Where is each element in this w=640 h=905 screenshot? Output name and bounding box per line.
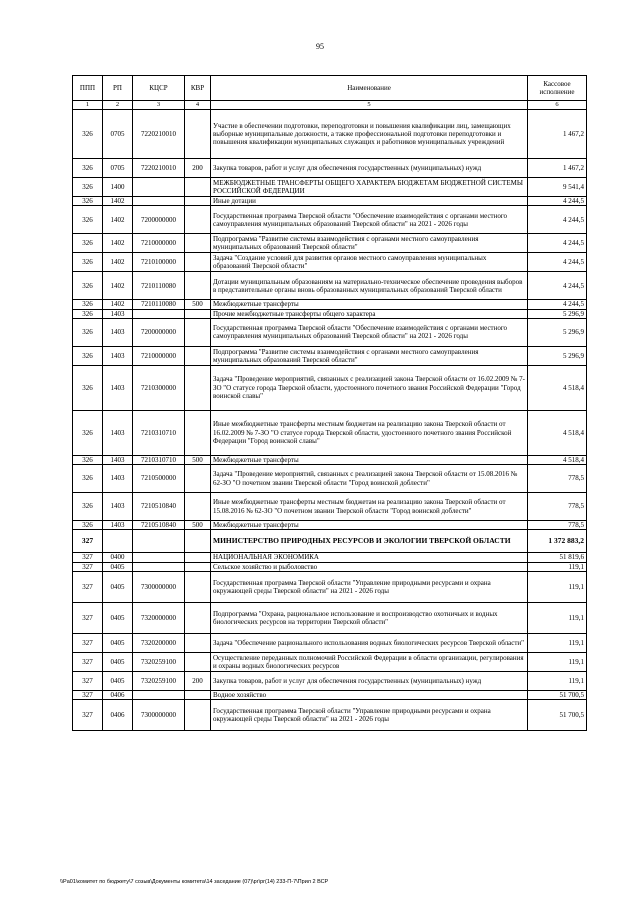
cell-name: Государственная программа Тверской области "Управление природными ресурсами и охрана окружающей среды Тверской области" на 2021 - 2026 годы xyxy=(211,571,528,602)
cell-cash-execution: 4 518,4 xyxy=(528,410,587,455)
cell-kcsr: 7210000000 xyxy=(133,346,185,365)
table-row xyxy=(73,530,587,553)
cell-kcsr xyxy=(133,309,185,318)
cell-cash-execution: 1 467,2 xyxy=(528,159,587,178)
cell-cash-execution: 778,5 xyxy=(528,493,587,521)
table-row xyxy=(73,253,587,272)
header-ppp: ППП xyxy=(73,76,103,101)
cell-kcsr: 7320000000 xyxy=(133,602,185,633)
cell-kvr xyxy=(185,410,211,455)
table-row xyxy=(73,234,587,253)
cell-kcsr: 7210110080 xyxy=(133,300,185,309)
cell-rp: 1403 xyxy=(103,455,133,464)
cell-kcsr: 7200000000 xyxy=(133,206,185,234)
table-row xyxy=(73,700,587,731)
table-row xyxy=(73,633,587,652)
cell-ppp: 326 xyxy=(73,455,103,464)
cell-rp: 1400 xyxy=(103,178,133,197)
cell-rp: 1402 xyxy=(103,234,133,253)
table-row xyxy=(73,562,587,571)
table-row xyxy=(73,197,587,206)
cell-ppp: 326 xyxy=(73,309,103,318)
cell-kvr xyxy=(185,530,211,553)
cell-kcsr xyxy=(133,197,185,206)
cell-rp: 0405 xyxy=(103,671,133,690)
footer-file-path: \\Pa01\комитет по бюджету\7 созыв\Документы комитета\14 заседание (07)\pr\pr(14) 233-П-7\Прил 2 ВСР xyxy=(60,879,329,885)
cell-cash-execution: 5 296,9 xyxy=(528,309,587,318)
cell-ppp: 326 xyxy=(73,197,103,206)
cell-rp: 0400 xyxy=(103,553,133,562)
table-row xyxy=(73,178,587,197)
cell-kcsr: 7210000000 xyxy=(133,234,185,253)
cell-rp: 1403 xyxy=(103,465,133,493)
cell-ppp: 326 xyxy=(73,346,103,365)
cell-name: Иные межбюджетные трансферты местным бюджетам на реализацию закона Тверской области от 15.08.2016 № 62-ЗО "О почетном звании Тверской области "Город воинской доблести" xyxy=(211,493,528,521)
cell-kcsr: 7320259100 xyxy=(133,671,185,690)
cell-cash-execution: 1 467,2 xyxy=(528,110,587,159)
cell-rp: 1402 xyxy=(103,272,133,300)
cell-cash-execution: 119,1 xyxy=(528,633,587,652)
cell-cash-execution: 4 518,4 xyxy=(528,455,587,464)
cell-ppp: 326 xyxy=(73,110,103,159)
cell-kcsr xyxy=(133,562,185,571)
table-row xyxy=(73,553,587,562)
cell-rp: 1403 xyxy=(103,318,133,346)
cell-ppp: 326 xyxy=(73,365,103,410)
cell-kcsr: 7210510840 xyxy=(133,521,185,530)
cell-ppp: 326 xyxy=(73,300,103,309)
cell-cash-execution: 119,1 xyxy=(528,562,587,571)
cell-name: Сельское хозяйство и рыболовство xyxy=(211,562,528,571)
cell-kvr: 500 xyxy=(185,455,211,464)
cell-rp: 1403 xyxy=(103,309,133,318)
cell-name: Подпрограмма "Развитие системы взаимодействия с органами местного самоуправления муниципальных образований Тверской области" xyxy=(211,346,528,365)
cell-name: МЕЖБЮДЖЕТНЫЕ ТРАНСФЕРТЫ ОБЩЕГО ХАРАКТЕРА БЮДЖЕТАМ БЮДЖЕТНОЙ СИСТЕМЫ РОССИЙСКОЙ ФЕДЕРАЦИИ xyxy=(211,178,528,197)
table-row xyxy=(73,309,587,318)
cell-name: Государственная программа Тверской области "Управление природными ресурсами и охрана окружающей среды Тверской области" на 2021 - 2026 годы xyxy=(211,700,528,731)
cell-ppp: 326 xyxy=(73,234,103,253)
cell-rp: 1402 xyxy=(103,253,133,272)
cell-name: Межбюджетные трансферты xyxy=(211,521,528,530)
cell-ppp: 327 xyxy=(73,530,103,553)
cell-name: Дотации муниципальным образованиям на материально-техническое обеспечение проведения выборов в представительные органы вновь образованных муниципальных образований Тверской области xyxy=(211,272,528,300)
cell-rp: 1403 xyxy=(103,410,133,455)
cell-name: Иные межбюджетные трансферты местным бюджетам на реализацию закона Тверской области от 16.02.2009 № 7-ЗО "О статусе города Тверской области, удостоенного почетного звания Российской Федерации "Город воинской славы" xyxy=(211,410,528,455)
cell-cash-execution: 119,1 xyxy=(528,652,587,671)
cell-cash-execution: 4 244,5 xyxy=(528,272,587,300)
cell-ppp: 327 xyxy=(73,602,103,633)
cell-kcsr: 7210100000 xyxy=(133,253,185,272)
cell-kvr: 200 xyxy=(185,159,211,178)
cell-kvr xyxy=(185,346,211,365)
cell-ppp: 327 xyxy=(73,690,103,699)
cell-rp: 0405 xyxy=(103,602,133,633)
cell-cash-execution: 5 296,9 xyxy=(528,346,587,365)
cell-name: Межбюджетные трансферты xyxy=(211,455,528,464)
cell-kvr xyxy=(185,253,211,272)
table-row xyxy=(73,410,587,455)
table-row xyxy=(73,455,587,464)
cell-rp: 0405 xyxy=(103,633,133,652)
column-index: 6 xyxy=(528,101,587,110)
cell-rp: 0406 xyxy=(103,700,133,731)
table-row xyxy=(73,465,587,493)
table-row xyxy=(73,571,587,602)
table-row xyxy=(73,318,587,346)
table-header xyxy=(73,76,587,110)
cell-ppp: 327 xyxy=(73,633,103,652)
cell-kcsr: 7210310710 xyxy=(133,410,185,455)
cell-kvr xyxy=(185,365,211,410)
cell-kcsr xyxy=(133,178,185,197)
column-index: 5 xyxy=(211,101,528,110)
cell-kvr xyxy=(185,178,211,197)
cell-cash-execution: 4 244,5 xyxy=(528,234,587,253)
cell-kvr xyxy=(185,197,211,206)
cell-kvr xyxy=(185,553,211,562)
cell-ppp: 326 xyxy=(73,272,103,300)
cell-kvr xyxy=(185,602,211,633)
header-kcsr: КЦСР xyxy=(133,76,185,101)
cell-rp: 0705 xyxy=(103,110,133,159)
cell-name: Задача "Обеспечение рационального использования водных биологических ресурсов Тверской области" xyxy=(211,633,528,652)
cell-kvr xyxy=(185,234,211,253)
cell-name: Задача "Создание условий для развития органов местного самоуправления муниципальных образований Тверской области" xyxy=(211,253,528,272)
cell-kcsr xyxy=(133,530,185,553)
cell-cash-execution: 51 700,5 xyxy=(528,690,587,699)
cell-rp xyxy=(103,530,133,553)
cell-name: МИНИСТЕРСТВО ПРИРОДНЫХ РЕСУРСОВ И ЭКОЛОГИИ ТВЕРСКОЙ ОБЛАСТИ xyxy=(211,530,528,553)
cell-cash-execution: 4 244,5 xyxy=(528,206,587,234)
table-row xyxy=(73,521,587,530)
cell-kcsr: 7210300000 xyxy=(133,365,185,410)
cell-name: Подпрограмма "Охрана, рациональное использование и воспроизводство охотничьих и водных биологических ресурсов на территории Тверской области" xyxy=(211,602,528,633)
cell-rp: 0405 xyxy=(103,652,133,671)
cell-kcsr: 7300000000 xyxy=(133,700,185,731)
cell-ppp: 326 xyxy=(73,318,103,346)
cell-ppp: 326 xyxy=(73,493,103,521)
cell-kvr xyxy=(185,571,211,602)
cell-kvr xyxy=(185,633,211,652)
table-row xyxy=(73,206,587,234)
cell-name: Иные дотации xyxy=(211,197,528,206)
cell-kcsr: 7220210010 xyxy=(133,159,185,178)
cell-kcsr: 7320259100 xyxy=(133,652,185,671)
cell-kvr xyxy=(185,465,211,493)
cell-kvr xyxy=(185,493,211,521)
table-row xyxy=(73,671,587,690)
table-row xyxy=(73,690,587,699)
cell-ppp: 326 xyxy=(73,410,103,455)
cell-rp: 0405 xyxy=(103,571,133,602)
column-index: 3 xyxy=(133,101,185,110)
cell-kcsr: 7210510840 xyxy=(133,493,185,521)
table-row xyxy=(73,652,587,671)
cell-name: Осуществление переданных полномочий Российской Федерации в области организации, регулирования и охраны водных биологических ресурсов xyxy=(211,652,528,671)
cell-kvr xyxy=(185,206,211,234)
header-kvr: КВР xyxy=(185,76,211,101)
cell-cash-execution: 778,5 xyxy=(528,521,587,530)
cell-ppp: 326 xyxy=(73,206,103,234)
table-row xyxy=(73,493,587,521)
table-row xyxy=(73,159,587,178)
cell-kvr xyxy=(185,272,211,300)
cell-cash-execution: 4 244,5 xyxy=(528,197,587,206)
cell-rp: 1403 xyxy=(103,365,133,410)
cell-cash-execution: 4 518,4 xyxy=(528,365,587,410)
cell-name: НАЦИОНАЛЬНАЯ ЭКОНОМИКА xyxy=(211,553,528,562)
cell-cash-execution: 119,1 xyxy=(528,671,587,690)
table-body xyxy=(73,110,587,731)
cell-kcsr: 7200000000 xyxy=(133,318,185,346)
cell-rp: 1402 xyxy=(103,300,133,309)
cell-ppp: 326 xyxy=(73,253,103,272)
cell-cash-execution: 119,1 xyxy=(528,571,587,602)
cell-kvr xyxy=(185,309,211,318)
cell-ppp: 326 xyxy=(73,178,103,197)
page-number: 95 xyxy=(316,42,324,51)
table-row xyxy=(73,602,587,633)
cell-kvr xyxy=(185,700,211,731)
cell-kvr xyxy=(185,652,211,671)
cell-name: Задача "Проведение мероприятий, связанных с реализацией закона Тверской области от 16.02.2009 № 7-ЗО "О статусе города Тверской области, удостоенного почетного звания Российской Федерации "Город воинской славы" xyxy=(211,365,528,410)
column-index: 2 xyxy=(103,101,133,110)
cell-cash-execution: 4 244,5 xyxy=(528,300,587,309)
cell-name: Прочие межбюджетные трансферты общего характера xyxy=(211,309,528,318)
cell-cash-execution: 119,1 xyxy=(528,602,587,633)
table-row xyxy=(73,300,587,309)
table-row xyxy=(73,110,587,159)
cell-cash-execution: 9 541,4 xyxy=(528,178,587,197)
cell-kcsr: 7300000000 xyxy=(133,571,185,602)
cell-name: Государственная программа Тверской области "Обеспечение взаимодействия с органами местного самоуправления муниципальных образований Тверской области" на 2021 - 2026 годы xyxy=(211,206,528,234)
header-cash-execution: Кассовое исполнение xyxy=(528,76,587,101)
table-row xyxy=(73,365,587,410)
cell-name: Государственная программа Тверской области "Обеспечение взаимодействия с органами местного самоуправления муниципальных образований Тверской области" на 2021 - 2026 годы xyxy=(211,318,528,346)
cell-name: Подпрограмма "Развитие системы взаимодействия с органами местного самоуправления муниципальных образований Тверской области" xyxy=(211,234,528,253)
cell-kvr: 500 xyxy=(185,521,211,530)
cell-kcsr: 7320200000 xyxy=(133,633,185,652)
cell-rp: 0705 xyxy=(103,159,133,178)
cell-cash-execution: 1 372 883,2 xyxy=(528,530,587,553)
cell-ppp: 327 xyxy=(73,571,103,602)
cell-kcsr xyxy=(133,553,185,562)
cell-rp: 1403 xyxy=(103,493,133,521)
cell-cash-execution: 778,5 xyxy=(528,465,587,493)
cell-name: Закупка товаров, работ и услуг для обеспечения государственных (муниципальных) нужд xyxy=(211,159,528,178)
header-name: Наименование xyxy=(211,76,528,101)
cell-kcsr: 7210110080 xyxy=(133,272,185,300)
cell-kvr xyxy=(185,562,211,571)
cell-ppp: 327 xyxy=(73,553,103,562)
cell-name: Водное хозяйство xyxy=(211,690,528,699)
cell-cash-execution: 5 296,9 xyxy=(528,318,587,346)
cell-ppp: 326 xyxy=(73,159,103,178)
cell-cash-execution: 4 244,5 xyxy=(528,253,587,272)
cell-kvr: 500 xyxy=(185,300,211,309)
cell-kvr xyxy=(185,110,211,159)
cell-cash-execution: 51 819,6 xyxy=(528,553,587,562)
cell-kvr xyxy=(185,690,211,699)
cell-ppp: 327 xyxy=(73,671,103,690)
cell-cash-execution: 51 700,5 xyxy=(528,700,587,731)
cell-rp: 1403 xyxy=(103,346,133,365)
cell-name: Задача "Проведение мероприятий, связанных с реализацией закона Тверской области от 15.08.2016 № 62-ЗО "О почетном звании Тверской области "Город воинской доблести" xyxy=(211,465,528,493)
cell-ppp: 327 xyxy=(73,652,103,671)
column-index: 1 xyxy=(73,101,103,110)
cell-kvr: 200 xyxy=(185,671,211,690)
cell-rp: 1402 xyxy=(103,206,133,234)
header-rp: РП xyxy=(103,76,133,101)
cell-kvr xyxy=(185,318,211,346)
cell-name: Участие в обеспечении подготовки, переподготовки и повышения квалификации лиц, замещающих выборные муниципальные должности, а также профессиональной подготовки переподготовки и повышения квалификации муниципальных служащих и работников муниципальных учреждений xyxy=(211,110,528,159)
table-row xyxy=(73,346,587,365)
cell-kcsr: 7220210010 xyxy=(133,110,185,159)
cell-rp: 0406 xyxy=(103,690,133,699)
cell-kcsr xyxy=(133,690,185,699)
cell-ppp: 327 xyxy=(73,700,103,731)
table-row xyxy=(73,272,587,300)
cell-ppp: 326 xyxy=(73,465,103,493)
column-index: 4 xyxy=(185,101,211,110)
cell-rp: 0405 xyxy=(103,562,133,571)
cell-name: Закупка товаров, работ и услуг для обеспечения государственных (муниципальных) нужд xyxy=(211,671,528,690)
cell-ppp: 326 xyxy=(73,521,103,530)
cell-rp: 1402 xyxy=(103,197,133,206)
column-index-row xyxy=(73,101,587,110)
cell-rp: 1403 xyxy=(103,521,133,530)
cell-kcsr: 7210500000 xyxy=(133,465,185,493)
cell-kcsr: 7210310710 xyxy=(133,455,185,464)
cell-ppp: 327 xyxy=(73,562,103,571)
budget-execution-table xyxy=(72,75,587,731)
cell-name: Межбюджетные трансферты xyxy=(211,300,528,309)
